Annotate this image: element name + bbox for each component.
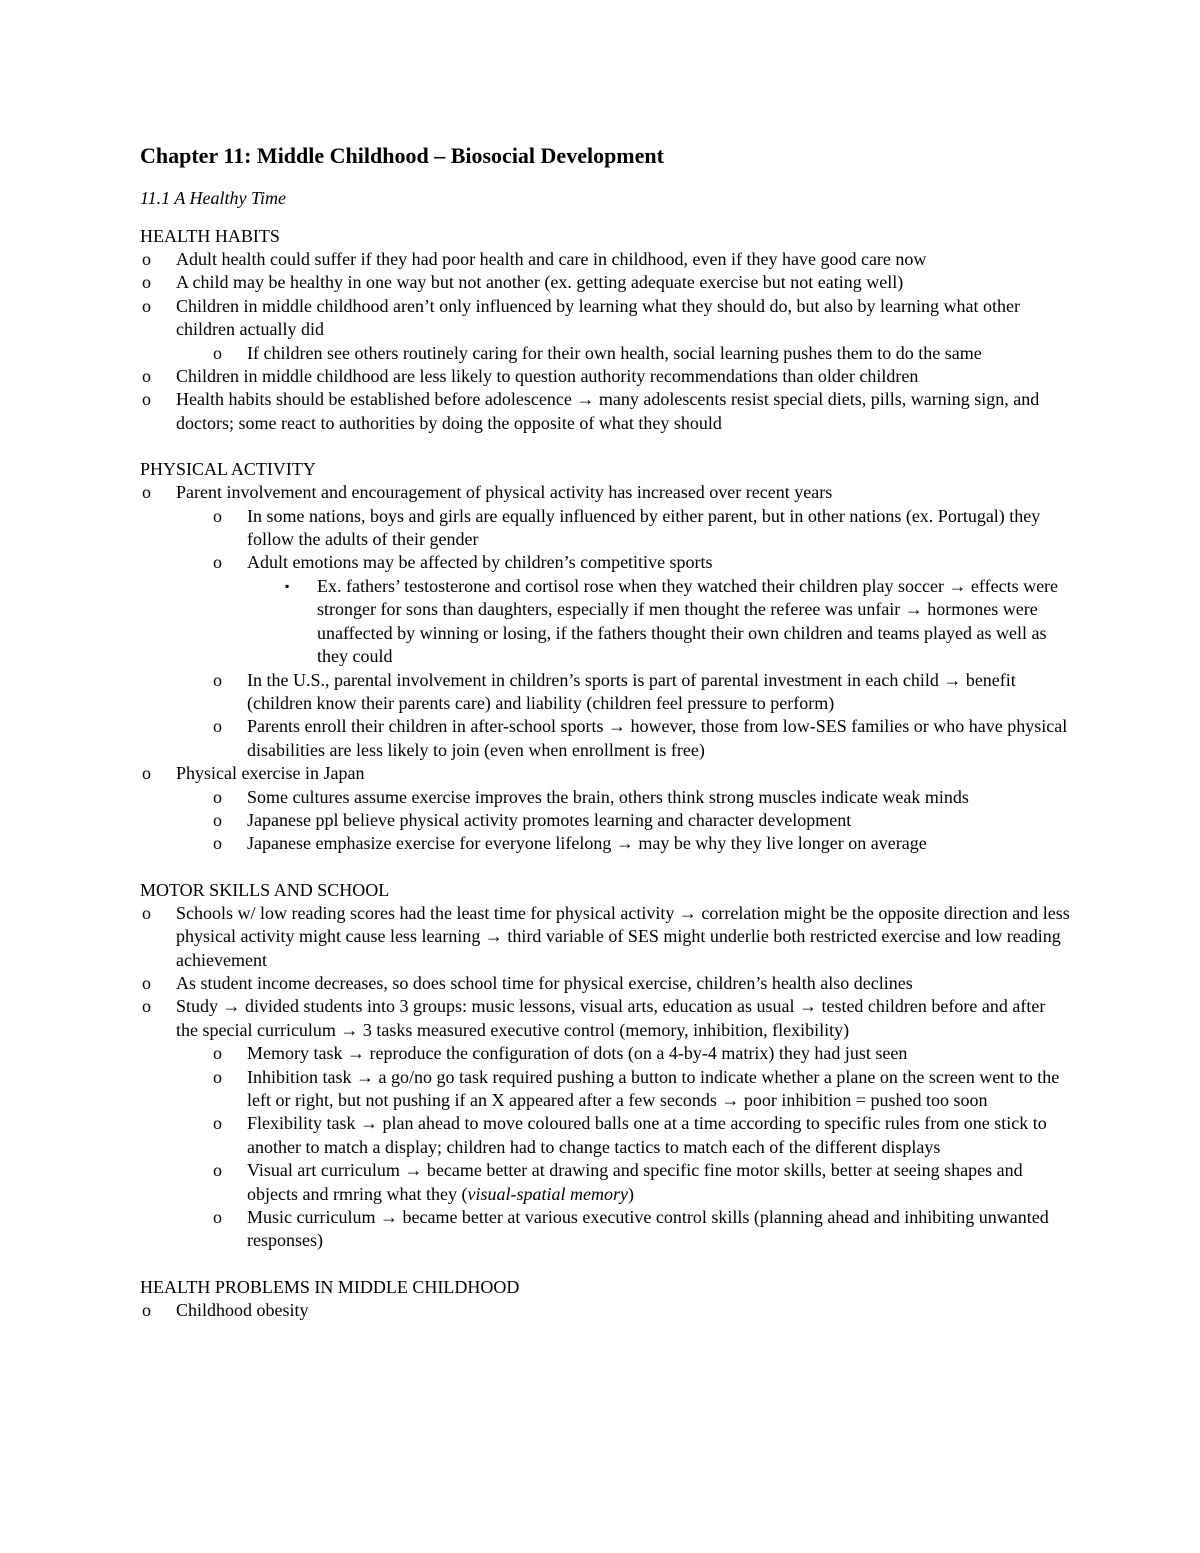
circle-bullet-icon: o: [213, 1066, 222, 1087]
list-item: [140, 1042, 1070, 1065]
circle-bullet-icon: o: [213, 342, 222, 363]
circle-bullet-icon: o: [213, 809, 222, 830]
section: [140, 1275, 1070, 1322]
circle-bullet-icon: o: [142, 249, 151, 269]
circle-bullet-icon: o: [142, 272, 151, 293]
list-item-text: In the U.S., parental involvement in children’s sports is part of parental investment in each child → benefit (children know their parents care) and liability (children feel pressure to perform): [247, 669, 1016, 713]
square-bullet-icon: ▪: [285, 578, 290, 593]
section-subtitle: 11.1 A Healthy Time: [140, 188, 286, 208]
list-item: [140, 1299, 1070, 1322]
circle-bullet-icon: o: [213, 786, 222, 807]
list-item-text: Some cultures assume exercise improves the brain, others think strong muscles indicate weak minds: [247, 786, 969, 807]
section-heading: HEALTH PROBLEMS IN MIDDLE CHILDHOOD: [140, 1276, 520, 1297]
list-item-text: Parent involvement and encouragement of physical activity has increased over recent years: [176, 482, 833, 503]
list-item: [140, 1066, 1070, 1113]
circle-bullet-icon: o: [213, 1113, 222, 1134]
circle-bullet-icon: o: [213, 1160, 222, 1181]
list-item-text: Childhood obesity: [176, 1299, 309, 1320]
section: [140, 224, 1070, 435]
list-item: [140, 832, 1070, 855]
list-item-text: If children see others routinely caring for their own health, social learning pushes them to do the same: [247, 342, 982, 363]
list-item-text: Parents enroll their children in after-school sports → however, those from low-SES families or who have physical disabilities are less likely to join (even when enrollment is free): [247, 716, 1068, 760]
circle-bullet-icon: o: [142, 996, 151, 1017]
list-item: [140, 902, 1070, 972]
list-item: [140, 481, 1070, 504]
list-item: [140, 248, 1070, 271]
list-item-text: Health habits should be established before adolescence → many adolescents resist special diets, pills, warning sign, and doctors; some react to authorities by doing the opposite of what they should: [176, 389, 1040, 433]
trailing-text: ): [627, 1183, 634, 1204]
section: [140, 878, 1070, 1253]
circle-bullet-icon: o: [213, 552, 222, 573]
circle-bullet-icon: o: [142, 763, 151, 784]
circle-bullet-icon: o: [213, 833, 222, 854]
list-item-text: Visual art curriculum → became better at drawing and specific fine motor skills, better at seeing shapes and objects and rmring what they (: [247, 1160, 1023, 1204]
list-item: [140, 669, 1070, 716]
circle-bullet-icon: o: [213, 716, 222, 737]
circle-bullet-icon: o: [213, 669, 222, 690]
list-item: [140, 295, 1070, 342]
list-item: [140, 1112, 1070, 1159]
emphasis-text: visual-spatial memory: [467, 1183, 628, 1204]
list-item-text: Physical exercise in Japan: [176, 763, 365, 784]
list-item: [140, 1206, 1070, 1253]
circle-bullet-icon: o: [142, 482, 151, 503]
document-page: [140, 140, 1070, 1344]
section-heading: HEALTH HABITS: [140, 226, 280, 246]
list-item-text: Flexibility task → plan ahead to move coloured balls one at a time according to specific rules from one stick to another to match a display; children had to change tactics to match each of the different displays: [247, 1113, 1047, 1157]
circle-bullet-icon: o: [142, 389, 151, 410]
list-item: [140, 1159, 1070, 1206]
circle-bullet-icon: o: [142, 972, 151, 993]
list-item-text: Music curriculum → became better at various executive control skills (planning ahead and inhibiting unwanted responses): [247, 1207, 1049, 1251]
sections-container: [140, 224, 1070, 1322]
list-item-text: Memory task → reproduce the configuration of dots (on a 4-by-4 matrix) they had just seen: [247, 1043, 908, 1064]
list-item-text: Study → divided students into 3 groups: music lessons, visual arts, education as usual → tested children before and after the special curriculum → 3 tasks measured executive control (memory, inhibition, flexibility): [176, 996, 1046, 1040]
circle-bullet-icon: o: [142, 1299, 151, 1320]
list-item: [140, 715, 1070, 762]
list-item-text: Japanese emphasize exercise for everyone lifelong → may be why they live longer on average: [247, 833, 927, 854]
list-item: [140, 972, 1070, 995]
list-item-text: A child may be healthy in one way but not another (ex. getting adequate exercise but not eating well): [176, 272, 904, 293]
circle-bullet-icon: o: [142, 902, 151, 923]
circle-bullet-icon: o: [142, 366, 151, 387]
section-heading: PHYSICAL ACTIVITY: [140, 459, 316, 480]
list-item: [140, 995, 1070, 1042]
list-item-text: Adult health could suffer if they had poor health and care in childhood, even if they have good care now: [176, 249, 927, 269]
circle-bullet-icon: o: [213, 1043, 222, 1064]
list-item-text: As student income decreases, so does school time for physical exercise, children’s health also declines: [176, 972, 913, 993]
circle-bullet-icon: o: [142, 295, 151, 316]
circle-bullet-icon: o: [213, 1207, 222, 1228]
list-item: [140, 505, 1070, 552]
list-item-text: Japanese ppl believe physical activity promotes learning and character development: [247, 809, 852, 830]
list-item: [140, 271, 1070, 294]
list-item-text: Children in middle childhood aren’t only influenced by learning what they should do, but also by learning what other children actually did: [176, 295, 1020, 340]
list-item-text: Ex. fathers’ testosterone and cortisol rose when they watched their children play soccer → effects were stronger for sons than daughters, especially if men thought the referee was unfair → hormones were unaffected by winning or losing, if the fathers thought their own children and teams played as well as they could: [317, 575, 1059, 667]
list-item-text: In some nations, boys and girls are equally influenced by either parent, but in other nations (ex. Portugal) they follow the adults of their gender: [247, 505, 1041, 550]
section-heading: MOTOR SKILLS AND SCHOOL: [140, 879, 390, 900]
list-item: [140, 809, 1070, 832]
list-item: [140, 388, 1070, 435]
list-item: [140, 365, 1070, 388]
circle-bullet-icon: o: [213, 505, 222, 526]
list-item: [140, 762, 1070, 785]
document-title: Chapter 11: Middle Childhood – Biosocial Development: [140, 143, 664, 168]
list-item-text: Adult emotions may be affected by children’s competitive sports: [247, 552, 713, 573]
section: [140, 457, 1070, 856]
list-item: [140, 551, 1070, 574]
list-item: [140, 786, 1070, 809]
list-item-text: Schools w/ low reading scores had the least time for physical activity → correlation might be the opposite direction and less physical activity might cause less learning → third variable of SES might underlie both restricted exercise and low reading achievement: [176, 902, 1070, 970]
list-item: [140, 575, 1070, 669]
list-item-text: Inhibition task → a go/no go task required pushing a button to indicate whether a plane on the screen went to the left or right, but not pushing if an X appeared after a few seconds → poor inhibition = pushed too soon: [247, 1066, 1060, 1110]
list-item-text: Children in middle childhood are less likely to question authority recommendations than older children: [176, 366, 919, 387]
list-item: [140, 342, 1070, 365]
